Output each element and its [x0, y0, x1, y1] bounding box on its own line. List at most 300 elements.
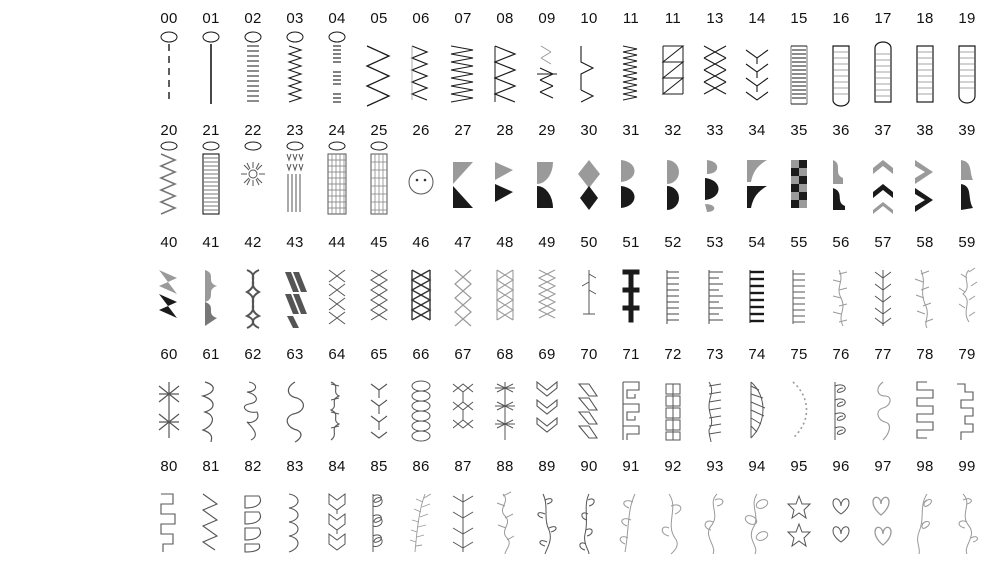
stitch-cell — [862, 122, 904, 222]
stitch-number: 74 — [748, 346, 766, 363]
stitch-cell — [694, 10, 736, 110]
stitch-sample-69 — [527, 364, 567, 446]
stitch-sample-00 — [149, 28, 189, 110]
stitch-cell — [148, 10, 190, 110]
stitch-sample-74 — [737, 364, 777, 446]
stitch-sample-56 — [821, 252, 861, 334]
stitch-cell — [694, 346, 736, 446]
stitch-sample-80 — [149, 476, 189, 558]
stitch-sample-36 — [821, 140, 861, 222]
stitch-sample-27 — [443, 140, 483, 222]
stitch-sample-44 — [317, 252, 357, 334]
stitch-cell — [904, 458, 946, 558]
stitch-sample-63 — [275, 364, 315, 446]
stitch-number: 20 — [160, 122, 178, 139]
stitch-sample-25 — [359, 140, 399, 222]
stitch-sample-78 — [905, 364, 945, 446]
stitch-number: 98 — [916, 458, 934, 475]
stitch-number: 35 — [790, 122, 808, 139]
stitch-sample-08 — [485, 28, 525, 110]
stitch-cell — [358, 346, 400, 446]
stitch-cell — [820, 458, 862, 558]
stitch-number: 80 — [160, 458, 178, 475]
stitch-number: 06 — [412, 10, 430, 27]
stitch-sample-10 — [569, 28, 609, 110]
stitch-number: 27 — [454, 122, 472, 139]
stitch-cell — [190, 122, 232, 222]
stitch-number: 64 — [328, 346, 346, 363]
stitch-cell — [610, 234, 652, 334]
stitch-sample-06 — [401, 28, 441, 110]
stitch-sample-70 — [569, 364, 609, 446]
stitch-number: 01 — [202, 10, 220, 27]
stitch-number: 70 — [580, 346, 598, 363]
stitch-number: 87 — [454, 458, 472, 475]
stitch-number: 66 — [412, 346, 430, 363]
stitch-number: 23 — [286, 122, 304, 139]
stitch-number: 28 — [496, 122, 514, 139]
stitch-cell — [652, 346, 694, 446]
stitch-number: 09 — [538, 10, 556, 27]
stitch-cell — [484, 234, 526, 334]
stitch-cell — [820, 234, 862, 334]
stitch-number: 78 — [916, 346, 934, 363]
stitch-number: 91 — [622, 458, 640, 475]
stitch-cell — [568, 458, 610, 558]
stitch-sample-02 — [233, 28, 273, 110]
stitch-number: 84 — [328, 458, 346, 475]
stitch-sample-82 — [233, 476, 273, 558]
stitch-cell — [148, 458, 190, 558]
stitch-number: 97 — [874, 458, 892, 475]
stitch-number: 18 — [916, 10, 934, 27]
stitch-cell — [274, 122, 316, 222]
stitch-number: 60 — [160, 346, 178, 363]
stitch-number: 03 — [286, 10, 304, 27]
stitch-sample-16 — [821, 28, 861, 110]
stitch-cell — [442, 346, 484, 446]
stitch-number: 15 — [790, 10, 808, 27]
stitch-cell — [652, 122, 694, 222]
stitch-cell — [526, 458, 568, 558]
chart-row — [148, 458, 1000, 570]
stitch-number: 48 — [496, 234, 514, 251]
stitch-number: 61 — [202, 346, 220, 363]
stitch-sample-87 — [443, 476, 483, 558]
stitch-cell — [652, 10, 694, 110]
stitch-sample-03 — [275, 28, 315, 110]
stitch-number: 19 — [958, 10, 976, 27]
stitch-cell — [274, 458, 316, 558]
stitch-cell — [652, 458, 694, 558]
stitch-sample-13 — [695, 28, 735, 110]
stitch-number: 73 — [706, 346, 724, 363]
stitch-sample-45 — [359, 252, 399, 334]
stitch-sample-53 — [695, 252, 735, 334]
stitch-cell — [526, 10, 568, 110]
stitch-cell — [568, 234, 610, 334]
stitch-sample-65 — [359, 364, 399, 446]
stitch-cell — [862, 458, 904, 558]
stitch-sample-95 — [779, 476, 819, 558]
stitch-number: 57 — [874, 234, 892, 251]
stitch-cell — [442, 458, 484, 558]
chart-row — [148, 122, 1000, 234]
stitch-sample-64 — [317, 364, 357, 446]
stitch-sample-46 — [401, 252, 441, 334]
stitch-cell — [484, 122, 526, 222]
stitch-cell — [316, 122, 358, 222]
stitch-number: 67 — [454, 346, 472, 363]
stitch-sample-43 — [275, 252, 315, 334]
stitch-cell — [400, 234, 442, 334]
stitch-sample-30 — [569, 140, 609, 222]
stitch-sample-88 — [485, 476, 525, 558]
stitch-cell — [946, 10, 988, 110]
stitch-number: 93 — [706, 458, 724, 475]
stitch-cell — [232, 10, 274, 110]
stitch-sample-86 — [401, 476, 441, 558]
stitch-cell — [484, 346, 526, 446]
stitch-number: 34 — [748, 122, 766, 139]
stitch-sample-12 — [653, 28, 693, 110]
stitch-cell — [610, 10, 652, 110]
stitch-sample-15 — [779, 28, 819, 110]
stitch-number: 22 — [244, 122, 262, 139]
stitch-number: 39 — [958, 122, 976, 139]
stitch-cell — [232, 122, 274, 222]
stitch-sample-24 — [317, 140, 357, 222]
stitch-sample-18 — [905, 28, 945, 110]
stitch-cell — [694, 458, 736, 558]
stitch-sample-99 — [947, 476, 987, 558]
stitch-sample-73 — [695, 364, 735, 446]
stitch-number: 89 — [538, 458, 556, 475]
stitch-number: 24 — [328, 122, 346, 139]
stitch-sample-84 — [317, 476, 357, 558]
stitch-cell — [442, 122, 484, 222]
stitch-number: 25 — [370, 122, 388, 139]
stitch-sample-79 — [947, 364, 987, 446]
stitch-cell — [358, 10, 400, 110]
stitch-cell — [232, 346, 274, 446]
stitch-cell — [652, 234, 694, 334]
stitch-number: 99 — [958, 458, 976, 475]
stitch-number: 81 — [202, 458, 220, 475]
stitch-number: 29 — [538, 122, 556, 139]
stitch-sample-75 — [779, 364, 819, 446]
stitch-number: 07 — [454, 10, 472, 27]
stitch-number: 65 — [370, 346, 388, 363]
stitch-sample-21 — [191, 140, 231, 222]
stitch-number: 62 — [244, 346, 262, 363]
stitch-cell — [568, 122, 610, 222]
stitch-number: 41 — [202, 234, 220, 251]
stitch-cell — [484, 10, 526, 110]
stitch-cell — [274, 346, 316, 446]
stitch-number: 17 — [874, 10, 892, 27]
stitch-cell — [190, 10, 232, 110]
stitch-number: 88 — [496, 458, 514, 475]
stitch-number: 02 — [244, 10, 262, 27]
stitch-number: 16 — [832, 10, 850, 27]
stitch-cell — [778, 234, 820, 334]
stitch-number: 43 — [286, 234, 304, 251]
stitch-sample-48 — [485, 252, 525, 334]
stitch-cell — [736, 10, 778, 110]
stitch-cell — [358, 234, 400, 334]
stitch-sample-32 — [653, 140, 693, 222]
stitch-number: 26 — [412, 122, 430, 139]
stitch-cell — [526, 122, 568, 222]
stitch-cell — [610, 122, 652, 222]
stitch-number: 59 — [958, 234, 976, 251]
stitch-cell — [316, 346, 358, 446]
stitch-number: 94 — [748, 458, 766, 475]
stitch-number: 32 — [664, 122, 682, 139]
stitch-number: 44 — [328, 234, 346, 251]
stitch-sample-96 — [821, 476, 861, 558]
stitch-number: 82 — [244, 458, 262, 475]
stitch-sample-01 — [191, 28, 231, 110]
stitch-number: 95 — [790, 458, 808, 475]
stitch-cell — [778, 122, 820, 222]
stitch-sample-60 — [149, 364, 189, 446]
stitch-cell — [778, 10, 820, 110]
stitch-number: 68 — [496, 346, 514, 363]
stitch-sample-68 — [485, 364, 525, 446]
stitch-cell — [400, 458, 442, 558]
stitch-number: 52 — [664, 234, 682, 251]
stitch-sample-35 — [779, 140, 819, 222]
stitch-sample-76 — [821, 364, 861, 446]
stitch-cell — [736, 234, 778, 334]
stitch-sample-22 — [233, 140, 273, 222]
stitch-sample-89 — [527, 476, 567, 558]
stitch-number: 33 — [706, 122, 724, 139]
stitch-number: 00 — [160, 10, 178, 27]
stitch-number: 36 — [832, 122, 850, 139]
stitch-cell — [946, 458, 988, 558]
stitch-sample-85 — [359, 476, 399, 558]
stitch-sample-14 — [737, 28, 777, 110]
stitch-sample-34 — [737, 140, 777, 222]
stitch-number: 10 — [580, 10, 598, 27]
stitch-number: 21 — [202, 122, 220, 139]
stitch-cell — [232, 458, 274, 558]
stitch-sample-57 — [863, 252, 903, 334]
stitch-cell — [190, 458, 232, 558]
stitch-number: 14 — [748, 10, 766, 27]
stitch-sample-29 — [527, 140, 567, 222]
stitch-number: 46 — [412, 234, 430, 251]
stitch-sample-11 — [611, 28, 651, 110]
stitch-number: 63 — [286, 346, 304, 363]
stitch-number: 86 — [412, 458, 430, 475]
stitch-cell — [904, 234, 946, 334]
stitch-sample-20 — [149, 140, 189, 222]
stitch-sample-83 — [275, 476, 315, 558]
stitch-number: 31 — [622, 122, 640, 139]
stitch-cell — [400, 122, 442, 222]
stitch-sample-41 — [191, 252, 231, 334]
stitch-number: 37 — [874, 122, 892, 139]
stitch-sample-77 — [863, 364, 903, 446]
stitch-sample-47 — [443, 252, 483, 334]
stitch-cell — [946, 234, 988, 334]
stitch-sample-17 — [863, 28, 903, 110]
stitch-sample-72 — [653, 364, 693, 446]
stitch-sample-04 — [317, 28, 357, 110]
stitch-cell — [232, 234, 274, 334]
stitch-cell — [694, 234, 736, 334]
stitch-number: 45 — [370, 234, 388, 251]
stitch-number: 08 — [496, 10, 514, 27]
stitch-sample-71 — [611, 364, 651, 446]
stitch-cell — [862, 346, 904, 446]
stitch-sample-81 — [191, 476, 231, 558]
stitch-cell — [862, 234, 904, 334]
stitch-cell — [274, 10, 316, 110]
stitch-sample-92 — [653, 476, 693, 558]
chart-row — [148, 234, 1000, 346]
stitch-cell — [778, 346, 820, 446]
stitch-sample-94 — [737, 476, 777, 558]
stitch-number: 77 — [874, 346, 892, 363]
stitch-number: 47 — [454, 234, 472, 251]
stitch-sample-50 — [569, 252, 609, 334]
stitch-cell — [946, 122, 988, 222]
stitch-sample-97 — [863, 476, 903, 558]
stitch-cell — [442, 10, 484, 110]
stitch-cell — [484, 458, 526, 558]
stitch-cell — [190, 346, 232, 446]
stitch-number: 83 — [286, 458, 304, 475]
stitch-sample-37 — [863, 140, 903, 222]
stitch-sample-58 — [905, 252, 945, 334]
stitch-sample-33 — [695, 140, 735, 222]
stitch-sample-61 — [191, 364, 231, 446]
stitch-number: 11 — [664, 10, 682, 27]
stitch-cell — [568, 10, 610, 110]
stitch-number: 38 — [916, 122, 934, 139]
stitch-number: 71 — [622, 346, 640, 363]
stitch-number: 90 — [580, 458, 598, 475]
stitch-cell — [946, 346, 988, 446]
stitch-number: 58 — [916, 234, 934, 251]
stitch-cell — [820, 122, 862, 222]
stitch-cell — [904, 122, 946, 222]
stitch-cell — [736, 122, 778, 222]
stitch-sample-40 — [149, 252, 189, 334]
chart-row — [148, 10, 1000, 122]
stitch-sample-52 — [653, 252, 693, 334]
stitch-number: 54 — [748, 234, 766, 251]
stitch-sample-42 — [233, 252, 273, 334]
stitch-cell — [148, 234, 190, 334]
stitch-number: 96 — [832, 458, 850, 475]
stitch-sample-66 — [401, 364, 441, 446]
stitch-number: 40 — [160, 234, 178, 251]
stitch-cell — [610, 458, 652, 558]
stitch-cell — [526, 346, 568, 446]
stitch-sample-91 — [611, 476, 651, 558]
stitch-sample-31 — [611, 140, 651, 222]
stitch-number: 13 — [706, 10, 724, 27]
stitch-number: 56 — [832, 234, 850, 251]
stitch-cell — [190, 234, 232, 334]
stitch-number: 69 — [538, 346, 556, 363]
stitch-number: 55 — [790, 234, 808, 251]
stitch-sample-54 — [737, 252, 777, 334]
stitch-number: 30 — [580, 122, 598, 139]
stitch-cell — [568, 346, 610, 446]
stitch-sample-39 — [947, 140, 987, 222]
stitch-number: 05 — [370, 10, 388, 27]
stitch-sample-51 — [611, 252, 651, 334]
stitch-cell — [358, 458, 400, 558]
stitch-cell — [148, 346, 190, 446]
stitch-sample-90 — [569, 476, 609, 558]
stitch-cell — [778, 458, 820, 558]
stitch-cell — [736, 458, 778, 558]
stitch-cell — [694, 122, 736, 222]
stitch-number: 76 — [832, 346, 850, 363]
stitch-cell — [316, 10, 358, 110]
stitch-sample-67 — [443, 364, 483, 446]
stitch-cell — [736, 346, 778, 446]
stitch-number: 51 — [622, 234, 640, 251]
stitch-sample-98 — [905, 476, 945, 558]
stitch-sample-26 — [401, 140, 441, 222]
stitch-sample-07 — [443, 28, 483, 110]
stitch-sample-62 — [233, 364, 273, 446]
stitch-sample-49 — [527, 252, 567, 334]
stitch-cell — [820, 346, 862, 446]
stitch-number: 85 — [370, 458, 388, 475]
stitch-cell — [316, 458, 358, 558]
stitch-sample-05 — [359, 28, 399, 110]
stitch-number: 79 — [958, 346, 976, 363]
stitch-cell — [274, 234, 316, 334]
stitch-number: 49 — [538, 234, 556, 251]
stitch-number: 72 — [664, 346, 682, 363]
stitch-sample-55 — [779, 252, 819, 334]
stitch-sample-09 — [527, 28, 567, 110]
stitch-sample-23 — [275, 140, 315, 222]
stitch-cell — [904, 10, 946, 110]
stitch-cell — [358, 122, 400, 222]
stitch-number: 75 — [790, 346, 808, 363]
stitch-number: 53 — [706, 234, 724, 251]
stitch-number: 04 — [328, 10, 346, 27]
stitch-cell — [400, 346, 442, 446]
stitch-number: 92 — [664, 458, 682, 475]
stitch-number: 50 — [580, 234, 598, 251]
stitch-cell — [862, 10, 904, 110]
stitch-cell — [610, 346, 652, 446]
stitch-cell — [400, 10, 442, 110]
stitch-number: 42 — [244, 234, 262, 251]
stitch-cell — [820, 10, 862, 110]
chart-row — [148, 346, 1000, 458]
stitch-sample-59 — [947, 252, 987, 334]
stitch-sample-93 — [695, 476, 735, 558]
stitch-sample-38 — [905, 140, 945, 222]
stitch-sample-19 — [947, 28, 987, 110]
stitch-number: 11 — [622, 10, 640, 27]
stitch-cell — [904, 346, 946, 446]
